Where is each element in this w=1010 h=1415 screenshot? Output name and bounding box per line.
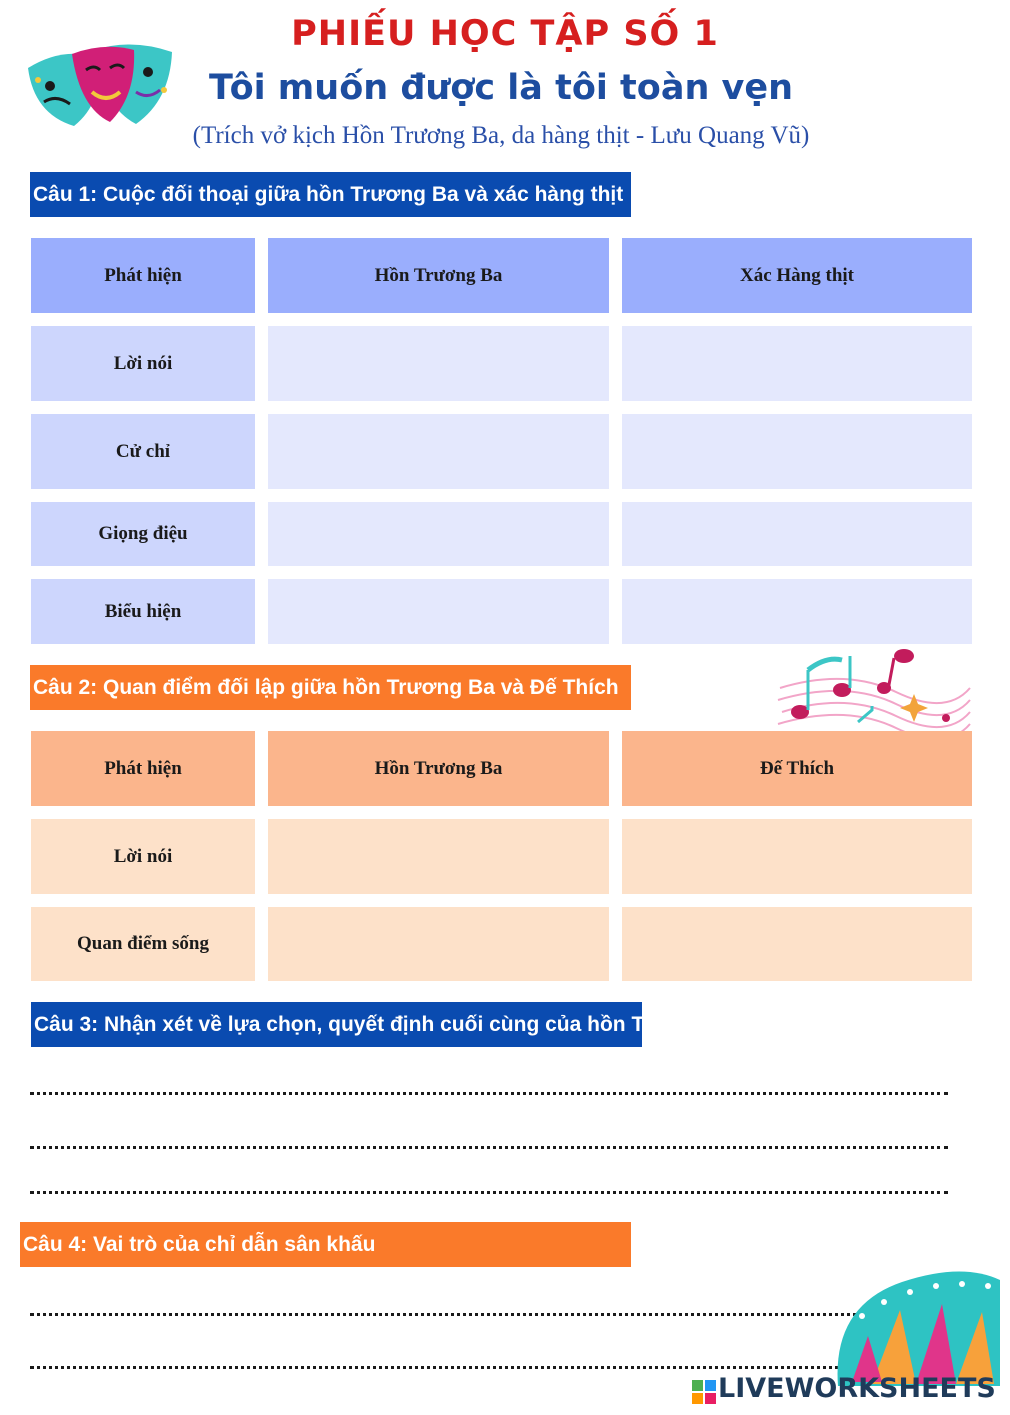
source-note: (Trích vở kịch Hồn Trương Ba, da hàng thịt - Lưu Quang Vũ) <box>192 122 810 149</box>
question-4-label: Câu 4: Vai trò của chỉ dẫn sân khấu <box>23 1233 376 1256</box>
q1-answer-cell[interactable] <box>268 326 609 401</box>
q2-answer-cell[interactable] <box>268 819 609 894</box>
music-notes-icon <box>776 648 972 744</box>
q2-row-label-loi-noi: Lời nói <box>31 819 255 894</box>
answer-line[interactable] <box>30 1191 948 1194</box>
answer-line[interactable] <box>30 1366 948 1369</box>
watermark-brand: LIVEWORKSHEETS <box>718 1373 996 1404</box>
question-2-label: Câu 2: Quan điểm đối lập giữa hồn Trương Ba và Đế Thích <box>33 676 619 699</box>
q1-row-label-cu-chi: Cử chỉ <box>31 414 255 489</box>
q2-header-discovery: Phát hiện <box>31 731 255 806</box>
q2-answer-cell[interactable] <box>622 907 972 981</box>
q1-answer-cell[interactable] <box>268 579 609 644</box>
q1-row-label-bieu-hien: Biểu hiện <box>31 579 255 644</box>
question-3-banner <box>31 1002 740 1047</box>
page-title: PHIẾU HỌC TẬP SỐ 1 <box>291 14 719 54</box>
q1-answer-cell[interactable] <box>622 326 972 401</box>
q1-row-label-giong-dieu: Giọng điệu <box>31 502 255 566</box>
answer-line[interactable] <box>30 1092 948 1095</box>
q2-header-de-thich: Đế Thích <box>622 731 972 806</box>
question-1-banner <box>30 172 631 217</box>
q1-answer-cell[interactable] <box>622 579 972 644</box>
question-2-banner <box>30 665 631 710</box>
question-4-banner <box>20 1222 631 1267</box>
liveworksheets-watermark <box>718 1373 996 1404</box>
q2-answer-cell[interactable] <box>622 819 972 894</box>
q1-header-xac-hang-thit: Xác Hàng thịt <box>622 238 972 313</box>
question-1-label: Câu 1: Cuộc đối thoại giữa hồn Trương Ba và xác hàng thịt <box>33 183 624 206</box>
question-3-label: Câu 3: Nhận xét về lựa chọn, quyết định cuối cùng của hồn Trương Ba <box>34 1013 740 1036</box>
answer-line[interactable] <box>30 1313 948 1316</box>
q1-row-label-loi-noi: Lời nói <box>31 326 255 401</box>
q1-answer-cell[interactable] <box>268 414 609 489</box>
q1-answer-cell[interactable] <box>622 502 972 566</box>
liveworksheets-logo-icon <box>692 1380 716 1404</box>
q2-answer-cell[interactable] <box>268 907 609 981</box>
q2-row-label-quan-diem-song: Quan điểm sống <box>31 907 255 981</box>
q1-header-discovery: Phát hiện <box>31 238 255 313</box>
q1-answer-cell[interactable] <box>622 414 972 489</box>
q1-header-hon-truong-ba: Hồn Trương Ba <box>268 238 609 313</box>
q2-header-hon-truong-ba: Hồn Trương Ba <box>268 731 609 806</box>
q1-answer-cell[interactable] <box>268 502 609 566</box>
answer-line[interactable] <box>30 1146 948 1149</box>
lesson-title: Tôi muốn được là tôi toàn vẹn <box>208 68 794 108</box>
